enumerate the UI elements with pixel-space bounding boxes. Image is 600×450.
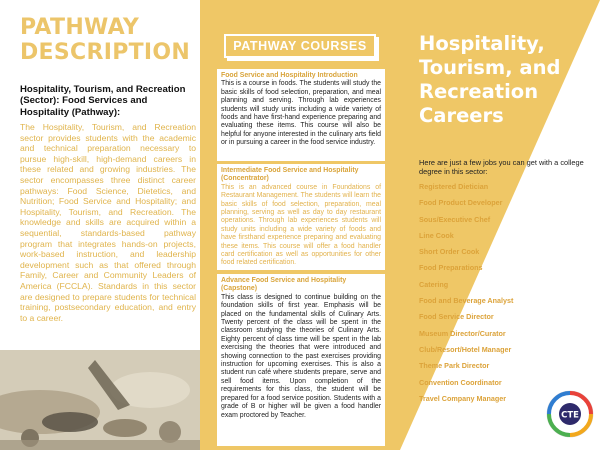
pathway-description-body: The Hospitality, Tourism, and Recreation sector provides students with the academic and technical preparation necessary to pursue high-skill, high-demand careers in these related and growing industries. The sector encompasses three distinct career pathways: Food Science, Dietetics, and Nutrition; Food Service and Hospitality; and Hospitality, Tourism, and Recreation. The knowledge and skills are acquired within a sequential, standards-based pathway program that integrates hands-on projects, work-based instruction, and leadership development such as that offered through Family, Career and Community Leaders of America (FCCLA). Standards in this sector are designed to prepare students for technical training, postsecondary education, and entry to a career. [20, 122, 196, 323]
pathway-courses-heading: PATHWAY COURSES [224, 34, 376, 58]
title-line-1: PATHWAY [20, 15, 140, 40]
course-description: This is an advanced course in Foundations of Restaurant Management. The students will learn the basic skills of food selection, preparation, meal planning, serving as well as day to day restaurant operations. Through lab experiences students will study units including a wide variety of foods and have firsthand experience preparing and evaluating these items. This course will offer a food handler card certification as well as opportunities for other food related certification. [221, 183, 381, 267]
course-description: This is a course in foods. The students will study the basic skills of food selection, preparation, and meal planning and serving. Through lab experiences students will study units including a wide variety of foods and have first-hand experience preparing and evaluating these items. This course will also be helpful for anyone interested in the culinary arts field or in pursuing a career in the food service industry. [221, 80, 381, 147]
course-title: Intermediate Food Service and Hospitality (Concentrator) [221, 167, 359, 183]
course-title: Advance Food Service and Hospitality (Capstone) [221, 277, 347, 293]
careers-title: Hospitality, Tourism, and Recreation Careers [419, 32, 561, 127]
list-item: Catering [419, 279, 449, 289]
list-item: Food Preparations [419, 263, 483, 273]
course-description: This class is designed to continue building on the foundation skills of first year. Emphasis will be placed on the fundamental skills of Culinary Arts. Twenty percent of the class will be spent in the classroom studying the theories of Culinary Arts. Eighty percent of class time will be spent in the lab exercising the theories that were introduced and showing connection to the past exercises providing instruction for upcoming exercises. This is also a student run café where students prepare, serve and sell food items. Upon completion of the requirements for this class, the student will be prepared for a food service position. Students with a grade of B or higher will be given a food handler exam proctored by Teacher. [221, 293, 381, 419]
careers-panel [400, 0, 600, 450]
pathway-description-panel [0, 0, 200, 450]
list-item: Food Service Director [419, 312, 494, 322]
course-card-introduction [217, 69, 385, 161]
list-item: Registered Dietician [419, 182, 489, 191]
sector-heading: Hospitality, Tourism, and Recreation (Sector): Food Services and Hospitality (Pathway): [20, 84, 186, 118]
list-item: Food and Beverage Analyst [419, 296, 514, 306]
pathway-description-title [20, 15, 195, 65]
course-title: Food Service and Hospitality Introduction [221, 72, 358, 79]
course-card-advance [217, 274, 385, 446]
course-card-intermediate [217, 164, 385, 270]
cooking-photo [0, 350, 200, 450]
cte-logo [546, 390, 594, 438]
list-item: Convention Coordinator [419, 377, 502, 387]
jobs-list [419, 179, 589, 407]
list-item: Museum Director/Curator [419, 328, 506, 338]
cte-logo-text: CTE [561, 410, 579, 421]
title-line-2: DESCRIPTION [20, 40, 191, 65]
list-item: Short Order Cook [419, 247, 480, 257]
pathway-courses-panel [200, 0, 400, 450]
list-item: Travel Company Manager [419, 393, 507, 403]
list-item: Sous/Executive Chef [419, 214, 491, 224]
list-item: Line Cook [419, 230, 454, 240]
list-item: Food Product Developer [419, 198, 503, 208]
list-item: Club/Resort/Hotel Manager [419, 344, 512, 354]
list-item: Theme Park Director [419, 361, 490, 371]
careers-intro: Here are just a few jobs you can get with a college degree in this sector: [419, 158, 584, 177]
